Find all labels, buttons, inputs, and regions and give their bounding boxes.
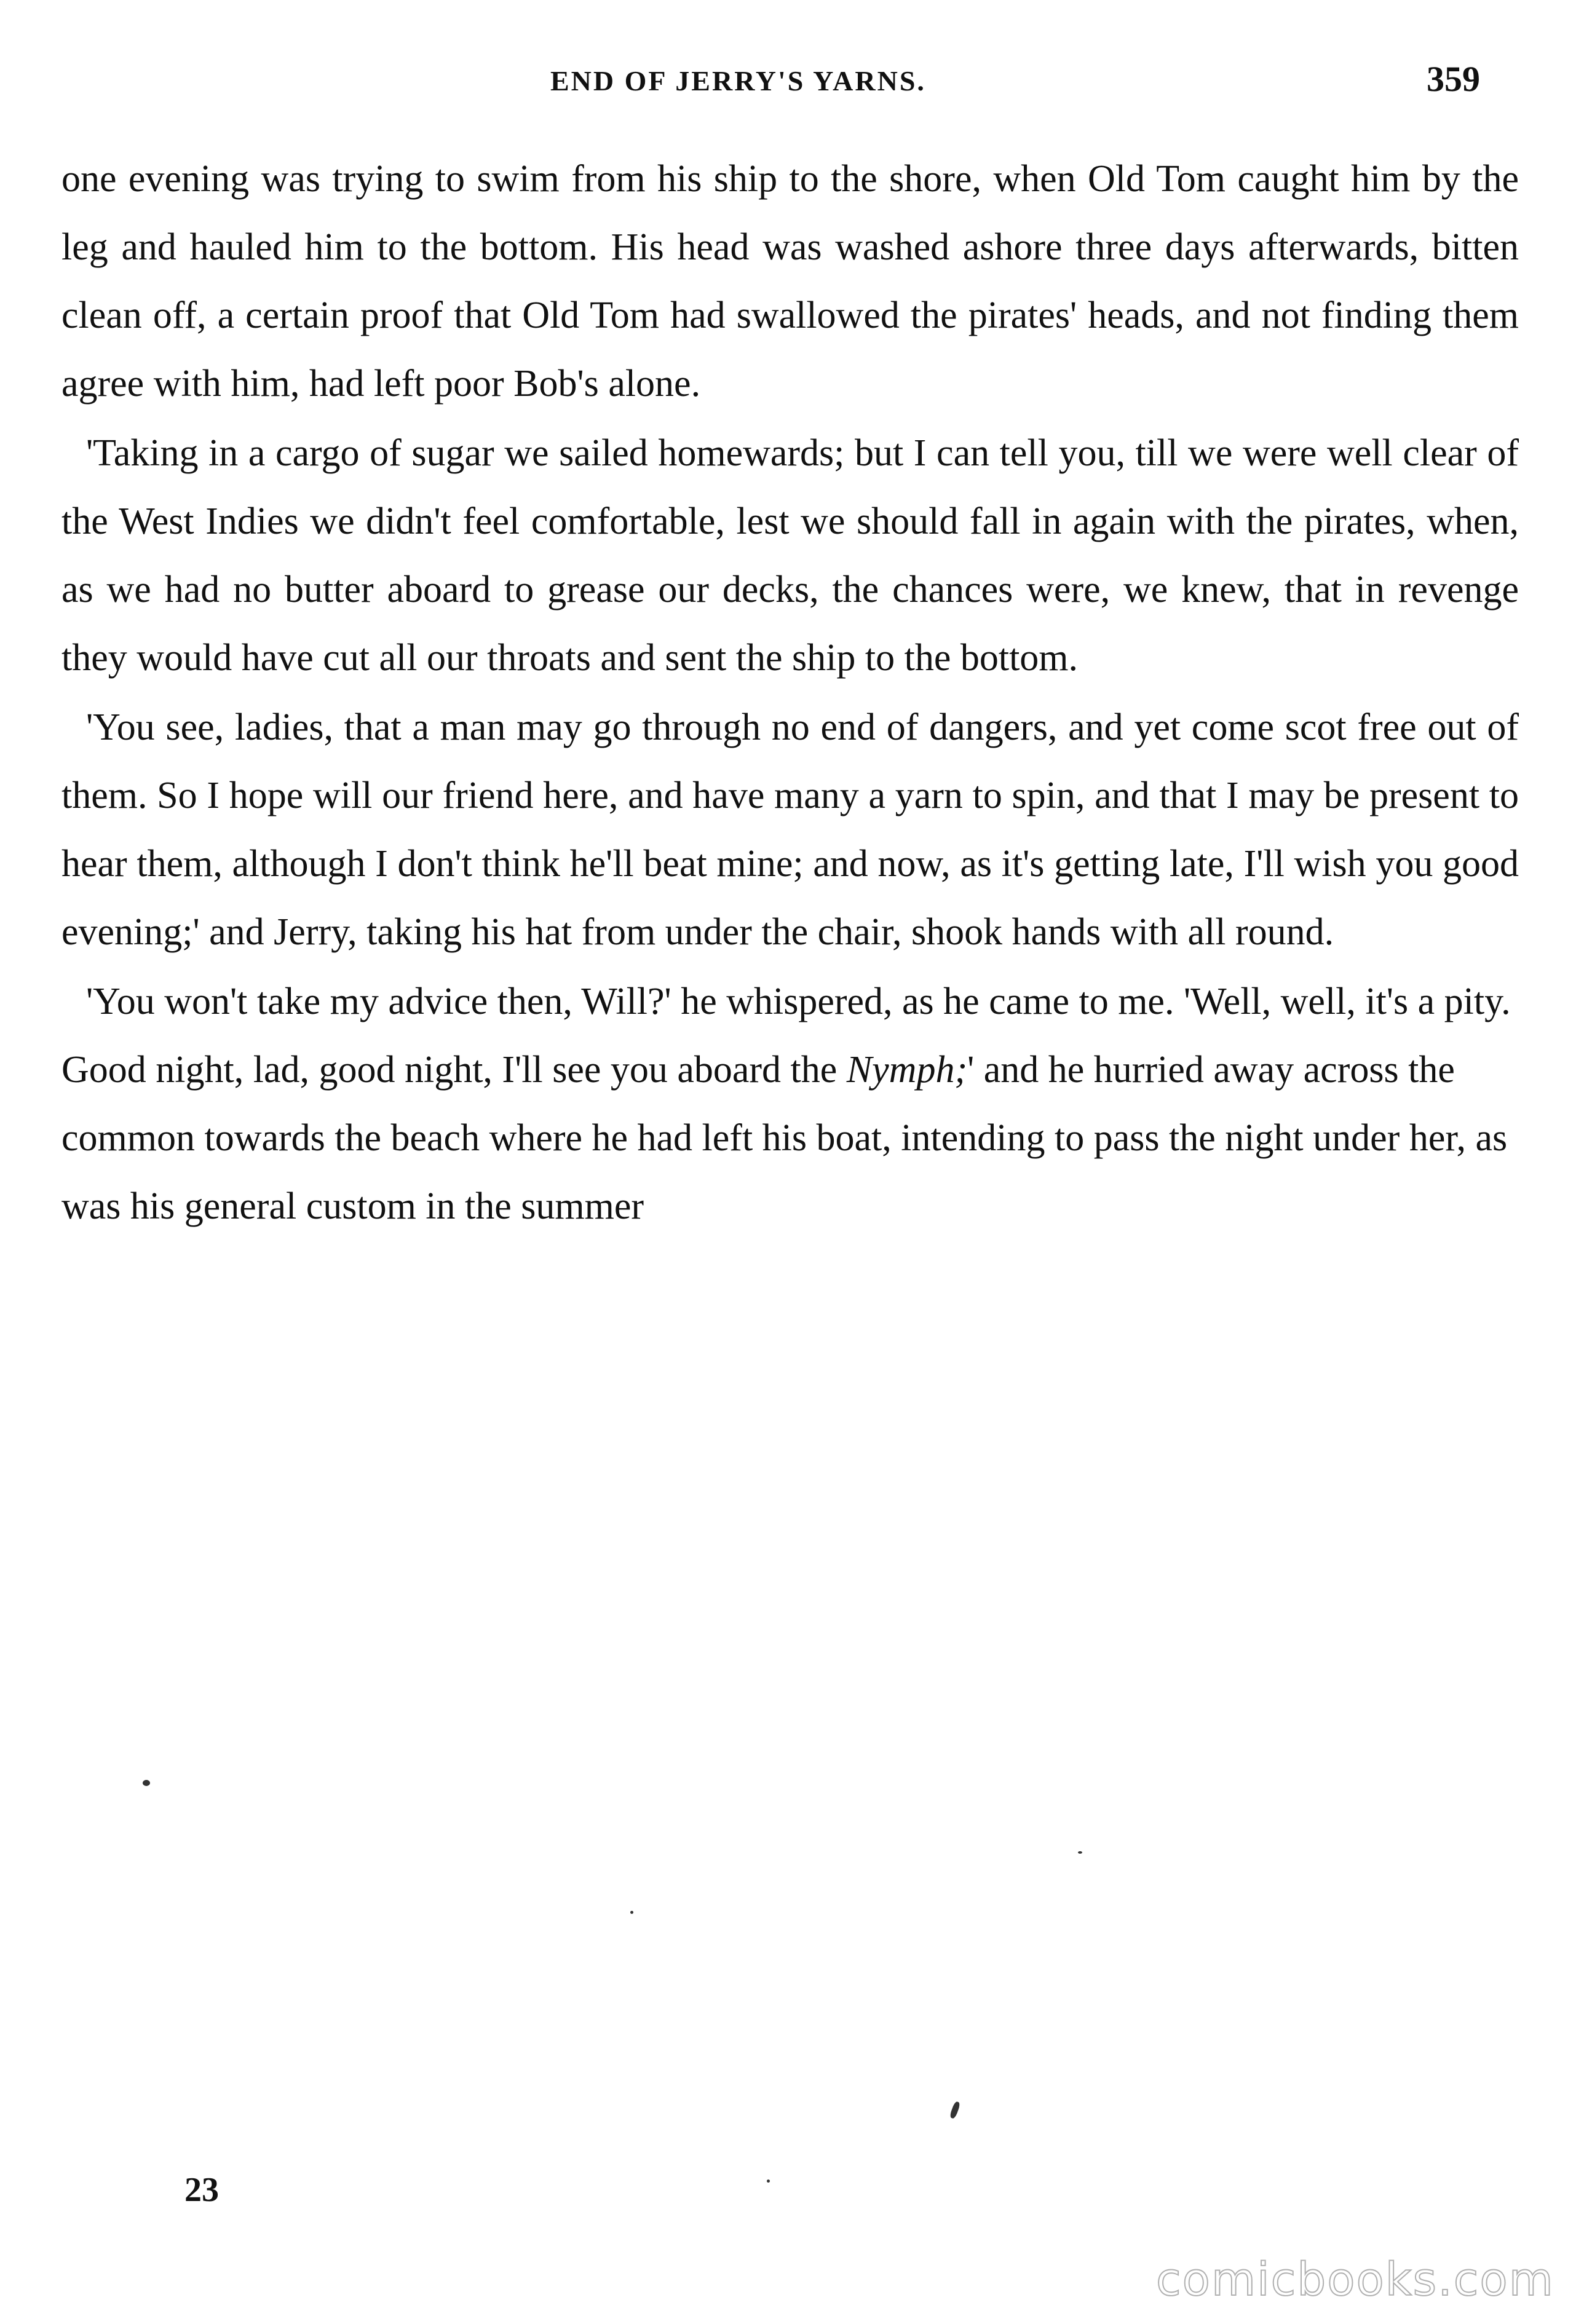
page-number: 359	[1427, 59, 1480, 99]
ink-speck	[630, 1911, 633, 1914]
body-text	[61, 145, 1519, 1242]
running-head	[0, 58, 1584, 108]
running-title: END OF JERRY'S YARNS.	[550, 65, 926, 97]
ink-speck	[767, 2180, 770, 2183]
paragraph-3: 'You see, ladies, that a man may go through no end of dangers, and yet come scot free out of them. So I hope will our friend here, and have many a yarn to spin, and that I may be present to hear them, although I don't think he'll beat mine; and now, as it's getting late, I'll wish you good evening;' and Jerry, taking his hat from under the chair, shook hands with all round.	[61, 706, 1519, 953]
paragraph-2: 'Taking in a cargo of sugar we sailed homewards; but I can tell you, till we were well clear of the West Indies we didn't feel comfortable, lest we should fall in again with the pirates, when, as we had no butter aboard to grease our decks, the chances were, we knew, that in revenge they would have cut all our throats and sent the ship to the bottom.	[61, 432, 1519, 679]
ink-speck	[1078, 1851, 1082, 1854]
paragraph-4-text-end: ' and he hurried away across the common towards the beach where he had left his boat, intending to pass the night under her, as was his general custom in the summer	[61, 1049, 1508, 1227]
paragraph-4	[61, 968, 1519, 1241]
signature-mark: 23	[184, 2171, 219, 2209]
ink-speck	[143, 1780, 150, 1786]
ink-speck	[949, 2101, 961, 2119]
ship-name-nymph: Nymph;	[846, 1049, 968, 1091]
watermark: comicbooks.com	[1156, 2253, 1554, 2306]
paragraph-1: one evening was trying to swim from his ship to the shore, when Old Tom caught him by the leg and hauled him to the bottom. His head was washed ashore three days afterwards, bitten clean off, a certain proof that Old Tom had swallowed the pirates' heads, and not finding them agree with him, had left poor Bob's alone.	[61, 158, 1519, 405]
paragraph-4-text-start: 'You won't take my advice then, Will?' he whispered, as he came to me. 'Well, well, it's a pity. Good night, lad, good night, I'll see you aboard the	[61, 981, 1511, 1091]
